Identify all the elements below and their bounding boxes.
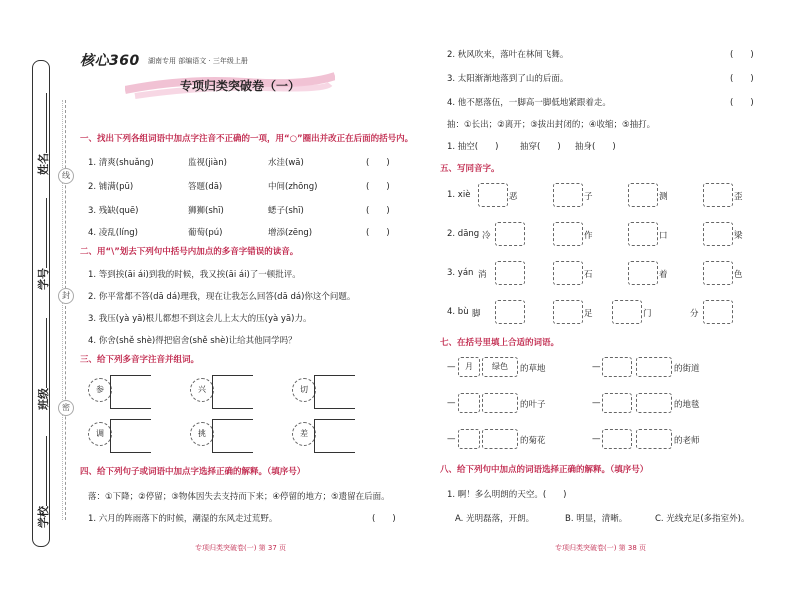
s7-r3-dash2: — bbox=[592, 434, 601, 444]
s5-r1-w3: 测 bbox=[659, 192, 668, 202]
s1-r1-ans[interactable]: ( ) bbox=[366, 158, 390, 168]
s4-r2-ans[interactable]: ( ) bbox=[730, 50, 754, 60]
brand-logo: 核心360 bbox=[80, 53, 140, 69]
s1-r2-c1: 2. 铺满(pū) bbox=[88, 182, 134, 192]
poly-char-5: 挑 bbox=[190, 422, 214, 446]
s1-r2-c2: 答题(dā) bbox=[188, 182, 223, 192]
s5-r4-box2[interactable] bbox=[553, 300, 583, 324]
s1-r1-c2: 监视(jiàn) bbox=[188, 158, 227, 168]
s5-r2-w1: 冷 bbox=[482, 231, 491, 241]
s1-r2-ans[interactable]: ( ) bbox=[366, 182, 390, 192]
s4-r4-ans[interactable]: ( ) bbox=[730, 98, 754, 108]
s5-r1-box4[interactable] bbox=[703, 183, 733, 207]
s7-r2-box4[interactable] bbox=[636, 393, 672, 413]
school-label: 学校 bbox=[35, 436, 51, 528]
s5-r3-box2[interactable] bbox=[553, 261, 583, 285]
s5-r4-box3[interactable] bbox=[612, 300, 642, 324]
binding-line bbox=[62, 100, 63, 520]
s2-r3: 3. 我压(yà yā)根儿都想不到这会儿上太大的压(yà yā)力。 bbox=[88, 314, 312, 324]
s8-opt-a: A. 光明磊落，开朗。 bbox=[455, 514, 535, 524]
s1-r4-c1: 4. 凌乱(líng) bbox=[88, 228, 138, 238]
s8-question[interactable]: 1. 啊！多么明朗的天空。( ) bbox=[447, 490, 567, 500]
s5-r3-w1: 消 bbox=[478, 270, 487, 280]
s5-r3-w4: 色 bbox=[734, 270, 743, 280]
s2-title: 二、用“\”划去下列句中括号内加点的多音字错误的读音。 bbox=[80, 247, 299, 257]
s7-r1-box3[interactable] bbox=[602, 357, 632, 377]
name-label: 姓名 bbox=[35, 93, 51, 175]
s1-r3-c3: 蟋子(shī) bbox=[268, 206, 304, 216]
s5-r4-w4: 分 bbox=[690, 309, 699, 319]
s7-r2-dash2: — bbox=[592, 398, 601, 408]
s1-r3-ans[interactable]: ( ) bbox=[366, 206, 390, 216]
s5-r1-w4: 歪 bbox=[734, 192, 743, 202]
s8-opt-c: C. 光线充足(多指室外)。 bbox=[655, 514, 750, 524]
id-label: 学号 bbox=[35, 198, 51, 290]
s5-r2-box1[interactable] bbox=[495, 222, 525, 246]
s7-r3-box4[interactable] bbox=[636, 429, 672, 449]
s1-r4-c2: 葡萄(pú) bbox=[188, 228, 223, 238]
s4-title: 四、给下列句子或词语中加点字选择正确的解释。（填序号） bbox=[80, 467, 306, 477]
s1-title: 一、找出下列各组词语中加点字注音不正确的一项，用“○”圈出并改正在后面的括号内。 bbox=[80, 134, 414, 144]
s5-r2-box3[interactable] bbox=[628, 222, 658, 246]
s7-r3-box1[interactable] bbox=[458, 429, 480, 449]
s7-r1-box2[interactable]: 绿色 bbox=[482, 357, 518, 377]
s1-r3-c2: 狮狮(shī) bbox=[188, 206, 224, 216]
s7-r2-box2[interactable] bbox=[482, 393, 518, 413]
s5-r1-label: 1. xiè bbox=[447, 190, 471, 200]
s5-r2-label: 2. dāng bbox=[447, 229, 480, 239]
s4-r3-ans[interactable]: ( ) bbox=[730, 74, 754, 84]
s1-r4-c3: 增添(zēng) bbox=[268, 228, 313, 238]
s7-r3-suffix: 的菊花 bbox=[520, 436, 546, 446]
s5-r3-label: 3. yán bbox=[447, 268, 474, 278]
s5-title: 五、写同音字。 bbox=[440, 164, 500, 174]
s7-r2-dash: — bbox=[447, 398, 456, 408]
seal-mi: 密 bbox=[58, 400, 74, 416]
header-meta: 湖南专用 部编语文 · 三年级上册 bbox=[148, 57, 248, 65]
s5-r4-box1[interactable] bbox=[495, 300, 525, 324]
s5-r3-w2: 石 bbox=[584, 270, 593, 280]
poly-char-4: 调 bbox=[88, 422, 112, 446]
s2-r4: 4. 你舍(shě shè)得把宿舍(shě shè)让给其他同学吗？ bbox=[88, 336, 297, 346]
s8-title: 八、给下列句中加点的词语选择正确的解释。（填序号） bbox=[440, 465, 649, 475]
s5-r2-w4: 梁 bbox=[734, 231, 743, 241]
s7-r2-box1[interactable] bbox=[458, 393, 480, 413]
s5-r3-w3: 着 bbox=[659, 270, 668, 280]
s1-r1-c1: 1. 清爽(shuǎng) bbox=[88, 158, 154, 168]
footer-right: 专项归类突破卷(一) 第 38 页 bbox=[555, 544, 647, 552]
s7-r1-right: 的街道 bbox=[674, 364, 700, 374]
cut-line bbox=[65, 100, 66, 520]
s4-w3[interactable]: 抽身( ) bbox=[575, 142, 616, 152]
s5-r1-w1: 恶 bbox=[509, 192, 518, 202]
s5-r2-w2: 作 bbox=[584, 231, 593, 241]
poly-blank-4[interactable] bbox=[110, 419, 151, 453]
s2-r2: 2. 你平常都不答(dā dá)理我，现在让我怎么回答(dā dá)你这个问题。 bbox=[88, 292, 356, 302]
s7-r1-dash: — bbox=[447, 362, 456, 372]
s5-r1-box2[interactable] bbox=[553, 183, 583, 207]
s1-r1-c3: 水洼(wā) bbox=[268, 158, 304, 168]
s5-r1-w2: 子 bbox=[584, 192, 593, 202]
s5-r2-w3: 口 bbox=[659, 231, 668, 241]
s3-title: 三、给下列多音字注音并组词。 bbox=[80, 355, 200, 365]
s4-def: 落：①下降；②停留；③物体因失去支持而下来；④停留的地方；⑤遗留在后面。 bbox=[88, 492, 390, 502]
s1-r2-c3: 中间(zhōng) bbox=[268, 182, 318, 192]
s4-def2: 抽：①长出；②离开；③拔出封闭的；④收缩；⑤抽打。 bbox=[447, 120, 656, 130]
s7-r1-dash2: — bbox=[592, 362, 601, 372]
s7-r2-right: 的地毯 bbox=[674, 400, 700, 410]
s5-r4-w3: 门 bbox=[643, 309, 652, 319]
s7-r1-suffix: 的草地 bbox=[520, 364, 546, 374]
s7-r1-box4[interactable] bbox=[636, 357, 672, 377]
s5-r3-box4[interactable] bbox=[703, 261, 733, 285]
s5-r3-box3[interactable] bbox=[628, 261, 658, 285]
s5-r4-w2: 足 bbox=[584, 309, 593, 319]
s7-title: 七、在括号里填上合适的词语。 bbox=[440, 338, 560, 348]
s8-opt-b: B. 明显，清晰。 bbox=[565, 514, 628, 524]
s5-r4-box4[interactable] bbox=[703, 300, 733, 324]
s4-w2[interactable]: 抽穿( ) bbox=[520, 142, 561, 152]
s7-r3-box2[interactable] bbox=[482, 429, 518, 449]
poly-blank-3[interactable] bbox=[314, 375, 355, 409]
poly-char-1: 参 bbox=[88, 378, 112, 402]
s7-r2-suffix: 的叶子 bbox=[520, 400, 546, 410]
s5-r1-box3[interactable] bbox=[628, 183, 658, 207]
footer-left: 专项归类突破卷(一) 第 37 页 bbox=[195, 544, 287, 552]
s5-r3-box1[interactable] bbox=[495, 261, 525, 285]
s4-w1[interactable]: 1. 抽空( ) bbox=[447, 142, 499, 152]
poly-blank-1[interactable] bbox=[110, 375, 151, 409]
s5-r1-box1[interactable] bbox=[478, 183, 508, 207]
s1-r4-ans[interactable]: ( ) bbox=[366, 228, 390, 238]
poly-char-6: 差 bbox=[292, 422, 316, 446]
s7-r1-box1[interactable]: 月 bbox=[458, 357, 480, 377]
page-title: 专项归类突破卷（一） bbox=[180, 79, 301, 93]
s7-r3-dash: — bbox=[447, 434, 456, 444]
s4-r4: 4. 他不愿落伍，一脚高一脚低地紧跟着走。 bbox=[447, 98, 611, 108]
s7-r2-box3[interactable] bbox=[602, 393, 632, 413]
s4-r2: 2. 秋风吹来，落叶在林间飞舞。 bbox=[447, 50, 569, 60]
s2-r1: 1. 等到挨(āi ái)到我的时候，我又挨(āi ái)了一顿批评。 bbox=[88, 270, 301, 280]
seal-xian: 线 bbox=[58, 168, 74, 184]
seal-feng: 封 bbox=[58, 288, 74, 304]
s4-r3: 3. 太阳渐渐地落到了山的后面。 bbox=[447, 74, 569, 84]
s4-r1-ans[interactable]: ( ) bbox=[372, 514, 396, 524]
s5-r2-box4[interactable] bbox=[703, 222, 733, 246]
s5-r4-w1: 脚 bbox=[472, 309, 481, 319]
poly-char-2: 兴 bbox=[190, 378, 214, 402]
s5-r2-box2[interactable] bbox=[553, 222, 583, 246]
poly-blank-5[interactable] bbox=[212, 419, 253, 453]
poly-blank-2[interactable] bbox=[212, 375, 253, 409]
s5-r4-label: 4. bù bbox=[447, 307, 469, 317]
s7-r3-box3[interactable] bbox=[602, 429, 632, 449]
s1-r3-c1: 3. 残缺(quē) bbox=[88, 206, 139, 216]
poly-blank-6[interactable] bbox=[314, 419, 355, 453]
s4-r1: 1. 六月的阵雨落下的时候，潮湿的东风走过荒野。 bbox=[88, 514, 278, 524]
poly-char-3: 切 bbox=[292, 378, 316, 402]
s7-r3-right: 的老师 bbox=[674, 436, 700, 446]
class-label: 班级 bbox=[35, 318, 51, 410]
